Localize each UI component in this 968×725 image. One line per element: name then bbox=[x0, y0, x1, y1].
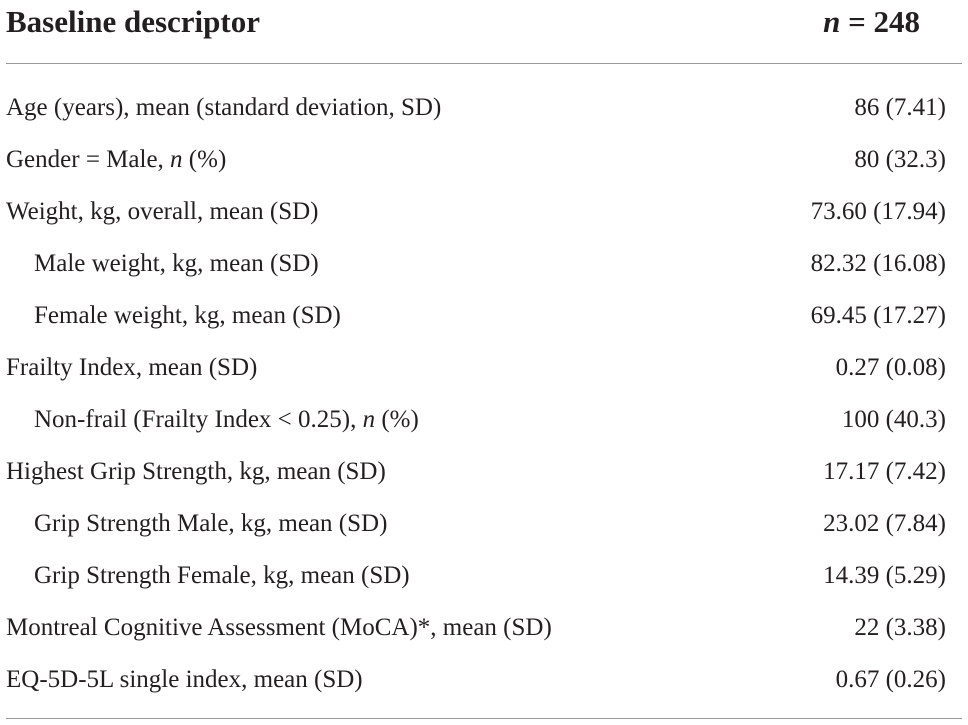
row-label: Montreal Cognitive Assessment (MoCA)*, mean (SD) bbox=[6, 614, 552, 641]
row-value: 100 (40.3) bbox=[841, 406, 946, 433]
table-row bbox=[0, 446, 962, 498]
header-n-value: = 248 bbox=[840, 4, 920, 39]
table-row bbox=[0, 550, 962, 602]
row-label bbox=[6, 134, 226, 186]
header-n-symbol: n bbox=[823, 4, 841, 39]
row-label: Age (years), mean (standard deviation, SD) bbox=[6, 94, 442, 121]
table-row bbox=[0, 394, 962, 446]
table-row bbox=[0, 82, 962, 134]
row-label: EQ-5D-5L single index, mean (SD) bbox=[6, 666, 363, 693]
row-label: Male weight, kg, mean (SD) bbox=[34, 250, 319, 277]
row-value: 17.17 (7.42) bbox=[823, 458, 946, 485]
header-divider bbox=[6, 63, 962, 64]
header-sample-size bbox=[823, 2, 920, 42]
row-label: Weight, kg, overall, mean (SD) bbox=[6, 198, 319, 225]
row-value: 86 (7.41) bbox=[854, 94, 946, 121]
row-label-text: (%) bbox=[182, 146, 227, 173]
row-label bbox=[34, 394, 419, 446]
table-row bbox=[0, 186, 962, 238]
table-header bbox=[0, 0, 962, 64]
table-row bbox=[0, 134, 962, 186]
row-label: Grip Strength Male, kg, mean (SD) bbox=[34, 510, 388, 537]
row-value: 73.60 (17.94) bbox=[810, 198, 946, 225]
row-value: 14.39 (5.29) bbox=[823, 562, 946, 589]
row-value: 80 (32.3) bbox=[854, 146, 946, 173]
row-label-text: Gender = Male, bbox=[6, 146, 171, 173]
row-value: 0.67 (0.26) bbox=[835, 666, 946, 693]
header-label: Baseline descriptor bbox=[6, 4, 260, 39]
row-value: 0.27 (0.08) bbox=[835, 354, 946, 381]
table-row bbox=[0, 342, 962, 394]
table-bottom-divider bbox=[6, 718, 962, 719]
table-row bbox=[0, 238, 962, 290]
row-label-text: Non-frail (Frailty Index < 0.25), bbox=[34, 406, 363, 433]
row-label: Frailty Index, mean (SD) bbox=[6, 354, 258, 381]
table-row bbox=[0, 290, 962, 342]
table-row bbox=[0, 654, 962, 706]
table-row bbox=[0, 498, 962, 550]
row-value: 69.45 (17.27) bbox=[810, 302, 946, 329]
row-value: 23.02 (7.84) bbox=[823, 510, 946, 537]
row-label: Highest Grip Strength, kg, mean (SD) bbox=[6, 458, 386, 485]
row-label-italic: n bbox=[362, 406, 376, 433]
row-value: 22 (3.38) bbox=[854, 614, 946, 641]
table-row bbox=[0, 602, 962, 654]
row-value: 82.32 (16.08) bbox=[810, 250, 946, 277]
row-label-text: (%) bbox=[375, 406, 419, 433]
row-label-italic: n bbox=[170, 146, 183, 173]
row-label: Grip Strength Female, kg, mean (SD) bbox=[34, 562, 410, 589]
row-label: Female weight, kg, mean (SD) bbox=[34, 302, 341, 329]
table-body bbox=[0, 82, 962, 706]
